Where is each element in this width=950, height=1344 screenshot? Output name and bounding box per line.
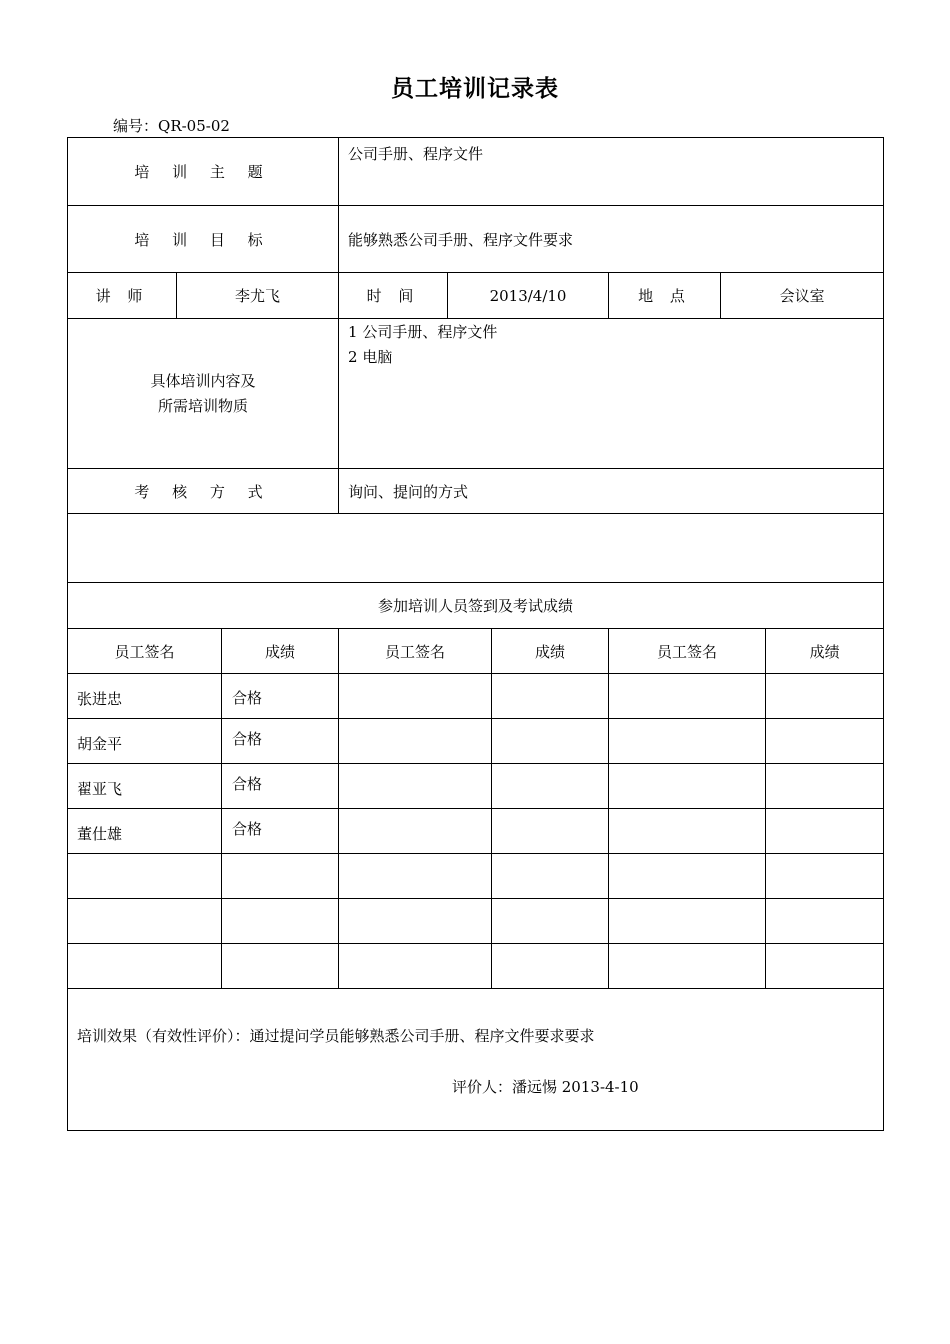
- empty-cell: [492, 944, 609, 989]
- empty-cell: [492, 719, 609, 764]
- lecturer-label: 讲 师: [68, 273, 177, 319]
- content-item: 1 公司手册、程序文件: [348, 323, 498, 341]
- empty-cell: [609, 944, 766, 989]
- empty-cell: [339, 764, 492, 809]
- goal-row: [68, 206, 884, 273]
- assessment-row: [68, 469, 884, 514]
- empty-cell: [339, 809, 492, 854]
- effect-row: [68, 989, 884, 1131]
- blank-row: [68, 514, 884, 583]
- assessment-label: 考 核 方 式: [68, 469, 339, 514]
- page-title: 员工培训记录表: [391, 76, 559, 102]
- empty-cell: [222, 899, 339, 944]
- doc-number: [113, 115, 230, 136]
- empty-cell: [609, 854, 766, 899]
- empty-cell: [492, 854, 609, 899]
- time-label: 时 间: [339, 273, 448, 319]
- table-row: [68, 674, 884, 719]
- employee-score: 合格: [222, 809, 339, 854]
- content-label-line2: 所需培训物质: [158, 396, 249, 415]
- empty-cell: [492, 764, 609, 809]
- topic-label: 培 训 主 题: [68, 138, 339, 206]
- empty-cell: [68, 944, 222, 989]
- empty-cell: [222, 944, 339, 989]
- empty-cell: [766, 764, 884, 809]
- empty-cell: [339, 899, 492, 944]
- column-header: 员工签名: [339, 629, 492, 674]
- empty-cell: [609, 719, 766, 764]
- empty-cell: [222, 854, 339, 899]
- table-row: [68, 809, 884, 854]
- empty-cell: [68, 899, 222, 944]
- employee-name: 董仕雄: [68, 809, 222, 854]
- column-header: 成绩: [766, 629, 884, 674]
- empty-cell: [609, 674, 766, 719]
- employee-score: 合格: [222, 764, 339, 809]
- training-record-table: [67, 137, 884, 1131]
- attendance-header: 参加培训人员签到及考试成绩: [68, 583, 884, 629]
- employee-score: 合格: [222, 674, 339, 719]
- column-header: 员工签名: [609, 629, 766, 674]
- empty-cell: [492, 899, 609, 944]
- empty-cell: [766, 944, 884, 989]
- content-items: [339, 319, 884, 469]
- empty-cell: [492, 809, 609, 854]
- content-label: [68, 319, 339, 469]
- empty-cell: [609, 764, 766, 809]
- doc-number-value: QR-05-02: [158, 117, 230, 135]
- empty-cell: [766, 809, 884, 854]
- empty-cell: [339, 674, 492, 719]
- assessment-value: 询问、提问的方式: [339, 469, 884, 514]
- doc-number-label: 编号：: [113, 117, 159, 135]
- column-header: 成绩: [222, 629, 339, 674]
- employee-name: 胡金平: [68, 719, 222, 764]
- location-value: 会议室: [721, 273, 884, 319]
- goal-label: 培 训 目 标: [68, 206, 339, 273]
- table-row: [68, 719, 884, 764]
- table-row: [68, 944, 884, 989]
- empty-cell: [766, 674, 884, 719]
- table-row: [68, 764, 884, 809]
- empty-cell: [339, 854, 492, 899]
- empty-cell: [766, 899, 884, 944]
- empty-cell: [766, 854, 884, 899]
- column-header: 成绩: [492, 629, 609, 674]
- content-item: 2 电脑: [348, 348, 393, 366]
- goal-value: 能够熟悉公司手册、程序文件要求: [339, 206, 884, 273]
- attendance-header-row: [68, 583, 884, 629]
- content-label-line1: 具体培训内容及: [150, 371, 256, 390]
- employee-name: 张进忠: [68, 674, 222, 719]
- topic-value: 公司手册、程序文件: [339, 138, 884, 206]
- time-value: 2013/4/10: [448, 273, 609, 319]
- empty-cell: [68, 854, 222, 899]
- effect-text: 培训效果（有效性评价）：通过提问学员能够熟悉公司手册、程序文件要求要求: [77, 1027, 595, 1045]
- empty-cell: [339, 719, 492, 764]
- blank-cell: [68, 514, 884, 583]
- empty-cell: [609, 809, 766, 854]
- empty-cell: [492, 674, 609, 719]
- table-row: [68, 899, 884, 944]
- evaluator-signature: 评价人：潘远惕 2013-4-10: [452, 1078, 639, 1096]
- empty-cell: [766, 719, 884, 764]
- employee-score: 合格: [222, 719, 339, 764]
- employee-name: 翟亚飞: [68, 764, 222, 809]
- topic-row: [68, 138, 884, 206]
- effect-cell: [68, 989, 884, 1131]
- empty-cell: [339, 944, 492, 989]
- column-header: 员工签名: [68, 629, 222, 674]
- location-label: 地 点: [609, 273, 721, 319]
- lecturer-value: 李尤飞: [177, 273, 339, 319]
- table-row: [68, 854, 884, 899]
- empty-cell: [609, 899, 766, 944]
- info-row: [68, 273, 884, 319]
- content-row: [68, 319, 884, 469]
- columns-row: [68, 629, 884, 674]
